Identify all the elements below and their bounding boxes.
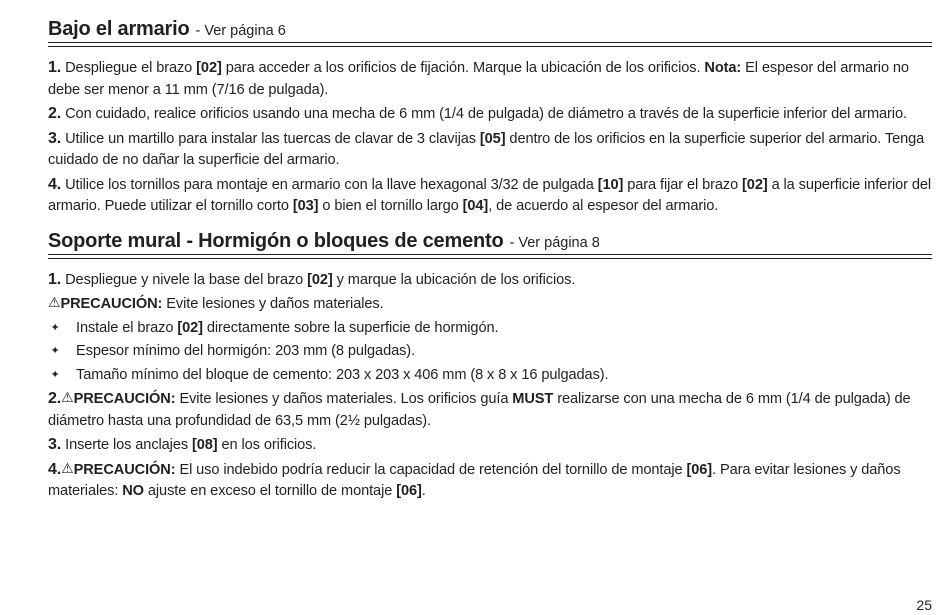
manual-page [48, 18, 932, 505]
bullet-item [48, 365, 932, 387]
section-heading [48, 18, 932, 43]
bullet-item [48, 341, 932, 363]
text-run: , de acuerdo al espesor del armario. [488, 198, 719, 214]
text-run: Espesor mínimo del hormigón: 203 mm (8 pulgadas). [76, 343, 416, 359]
instruction-step [48, 293, 932, 316]
text-run: directamente sobre la superficie de hormigón. [202, 319, 499, 336]
text-run: El espesor del armario no debe ser menor a 11 mm (7/16 de pulgada). [48, 60, 909, 98]
warning-triangle-icon: ⚠ [61, 389, 74, 405]
bullet-text [76, 318, 498, 340]
warning-triangle-icon: ⚠ [48, 294, 61, 310]
instruction-step [48, 174, 932, 218]
page-number: 25 [916, 597, 932, 613]
bold-text: [02] [196, 60, 222, 76]
step-number: 2. [48, 105, 62, 122]
text-run: Despliegue el brazo [61, 60, 197, 76]
instruction-step [48, 57, 932, 101]
section-body [48, 269, 932, 503]
bold-text: PRECAUCIÓN: [73, 461, 176, 478]
text-run: Evite lesiones y daños materiales. [162, 296, 384, 312]
text-run: Con cuidado, realice orificios usando una mecha de 6 mm (1/4 de pulgada) de diámetro a través de la superficie inferior del armario. [61, 106, 907, 122]
bold-text: [02] [742, 176, 768, 193]
section-body [48, 57, 932, 218]
bold-text: [02] [177, 319, 203, 336]
text-run: Instale el brazo [76, 319, 178, 336]
bold-text: PRECAUCIÓN: [73, 391, 176, 407]
bold-text: [06] [396, 483, 422, 499]
step-number: 3. [48, 436, 62, 453]
step-number: 4. [48, 460, 62, 478]
instruction-step [48, 459, 932, 503]
step-number: 4. [48, 175, 62, 193]
bold-text: [05] [479, 130, 506, 147]
step-number: 3. [48, 129, 62, 147]
bold-text: [04] [462, 198, 489, 214]
bold-text: Nota: [704, 60, 742, 76]
instruction-step [48, 388, 932, 432]
page-reference: - Ver página 8 [509, 234, 600, 251]
instruction-step [48, 269, 932, 292]
text-run: realizarse con una mecha de 6 mm (1/4 de pulgada) de diámetro hasta una profundidad de 63,5 mm (2½ pulgadas). [48, 391, 911, 429]
section-wall-mount [48, 230, 932, 503]
text-run: Evite lesiones y daños materiales. Los orificios guía [175, 391, 513, 407]
bullet-icon: ✦ [50, 368, 60, 381]
text-run: a la superficie inferior del armario. Puede utilizar el tornillo corto [48, 176, 931, 214]
bold-text: [02] [307, 271, 333, 288]
bold-text: [03] [292, 198, 319, 214]
text-run: ajuste en exceso el tornillo de montaje [143, 483, 397, 499]
section-under-cabinet [48, 18, 932, 218]
bullet-text [76, 365, 608, 387]
step-number: 1. [48, 270, 62, 288]
bullet-icon: ✦ [50, 321, 60, 334]
bold-text: NO [122, 483, 144, 499]
text-run: Utilice los tornillos para montaje en armario con la llave hexagonal 3/32 de pulgada [61, 176, 598, 193]
text-run: Utilice un martillo para instalar las tuercas de clavar de 3 clavijas [61, 130, 480, 147]
bold-text: PRECAUCIÓN: [60, 296, 163, 312]
text-run: Inserte los anclajes [61, 437, 192, 453]
text-run: . [421, 483, 426, 499]
section-title: Bajo el armario [48, 18, 190, 40]
section-heading [48, 230, 932, 255]
bullet-item [48, 318, 932, 340]
bold-text: [06] [686, 461, 713, 478]
text-run: Despliegue y nivele la base del brazo [61, 271, 308, 288]
bold-text: MUST [512, 391, 554, 407]
step-number: 2. [48, 390, 62, 407]
page-reference: - Ver página 6 [195, 23, 286, 39]
text-run: dentro de los orificios en la superficie superior del armario. Tenga cuidado de no dañar la superficie del armario. [48, 130, 925, 168]
bullet-text [76, 341, 415, 363]
text-run: en los orificios. [217, 437, 317, 453]
text-run: para acceder a los orificios de fijación. Marque la ubicación de los orificios. [221, 60, 705, 76]
text-run: . Para evitar lesiones y daños materiales: [48, 461, 901, 499]
text-run: Tamaño mínimo del bloque de cemento: 203 x 203 x 406 mm (8 x 8 x 16 pulgadas). [76, 366, 609, 383]
text-run: para fijar el brazo [623, 176, 743, 193]
instruction-step [48, 103, 932, 126]
text-run: o bien el tornillo largo [318, 198, 463, 214]
text-run: y marque la ubicación de los orificios. [332, 271, 576, 288]
bold-text: [10] [597, 176, 624, 193]
bold-text: [08] [192, 437, 218, 453]
instruction-step [48, 434, 932, 457]
step-number: 1. [48, 59, 62, 76]
warning-triangle-icon: ⚠ [61, 459, 74, 476]
text-run: El uso indebido podría reducir la capacidad de retención del tornillo de montaje [175, 461, 687, 478]
section-title: Soporte mural - Hormigón o bloques de cemento [48, 229, 504, 252]
bullet-icon: ✦ [50, 345, 60, 357]
instruction-step [48, 128, 932, 172]
